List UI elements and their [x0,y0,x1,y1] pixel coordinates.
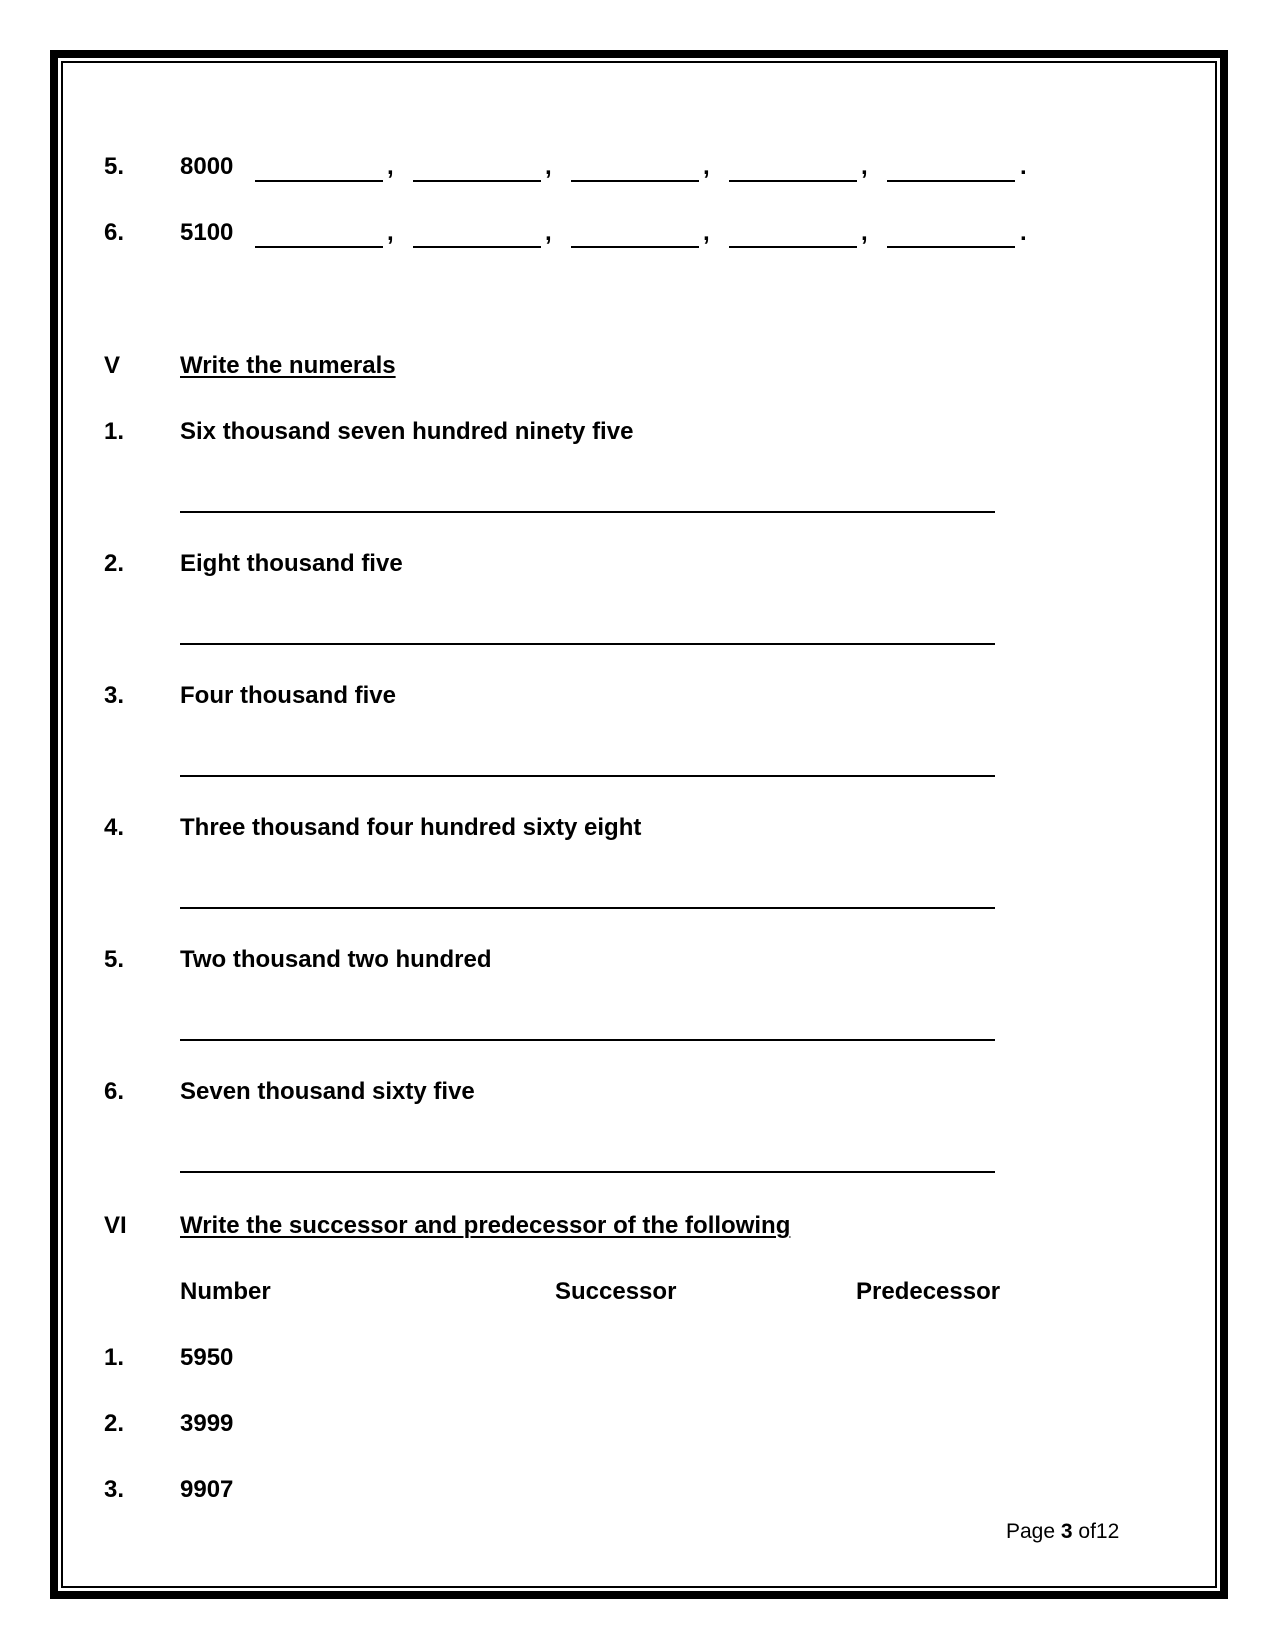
answer-line[interactable] [180,1171,995,1173]
row-value: 3999 [180,1410,234,1437]
section-roman: V [104,352,121,379]
separator: , [703,219,710,246]
answer-blank[interactable] [571,246,699,248]
separator: , [545,219,552,246]
column-header-successor: Successor [555,1278,677,1305]
page-number [1006,1519,1119,1545]
question-text: Seven thousand sixty five [180,1078,475,1105]
answer-line[interactable] [180,775,995,777]
question-text: Three thousand four hundred sixty eight [180,814,642,841]
page-prefix: Page [1006,1520,1061,1543]
column-header-number: Number [180,1278,271,1305]
answer-blank[interactable] [571,180,699,182]
section-heading: Write the successor and predecessor of the following [180,1212,791,1239]
item-number: 1. [104,418,125,445]
item-number: 4. [104,814,125,841]
answer-line[interactable] [180,511,995,513]
column-header-predecessor: Predecessor [856,1278,1001,1305]
question-text: Two thousand two hundred [180,946,492,973]
separator: . [1020,153,1027,180]
start-number: 5100 [180,219,234,246]
page-suffix: of12 [1072,1520,1120,1543]
answer-blank[interactable] [413,246,541,248]
answer-blank[interactable] [255,180,383,182]
row-number: 2. [104,1410,125,1437]
item-number: 3. [104,682,125,709]
row-number: 3. [104,1476,125,1503]
answer-blank[interactable] [887,180,1015,182]
separator: , [861,153,868,180]
page-current: 3 [1060,1520,1073,1543]
item-number: 2. [104,550,125,577]
item-number: 5. [104,153,125,180]
separator: . [1020,219,1027,246]
answer-line[interactable] [180,643,995,645]
separator: , [387,153,394,180]
separator: , [387,219,394,246]
item-number: 6. [104,219,125,246]
question-text: Eight thousand five [180,550,403,577]
answer-blank[interactable] [413,180,541,182]
item-number: 6. [104,1078,125,1105]
question-text: Six thousand seven hundred ninety five [180,418,634,445]
row-number: 1. [104,1344,125,1371]
separator: , [703,153,710,180]
row-value: 5950 [180,1344,234,1371]
row-value: 9907 [180,1476,234,1503]
answer-blank[interactable] [729,180,857,182]
answer-line[interactable] [180,907,995,909]
section-heading: Write the numerals [180,352,396,379]
section-roman: VI [104,1212,127,1239]
separator: , [861,219,868,246]
answer-line[interactable] [180,1039,995,1041]
answer-blank[interactable] [255,246,383,248]
answer-blank[interactable] [729,246,857,248]
start-number: 8000 [180,153,234,180]
separator: , [545,153,552,180]
answer-blank[interactable] [887,246,1015,248]
item-number: 5. [104,946,125,973]
question-text: Four thousand five [180,682,396,709]
